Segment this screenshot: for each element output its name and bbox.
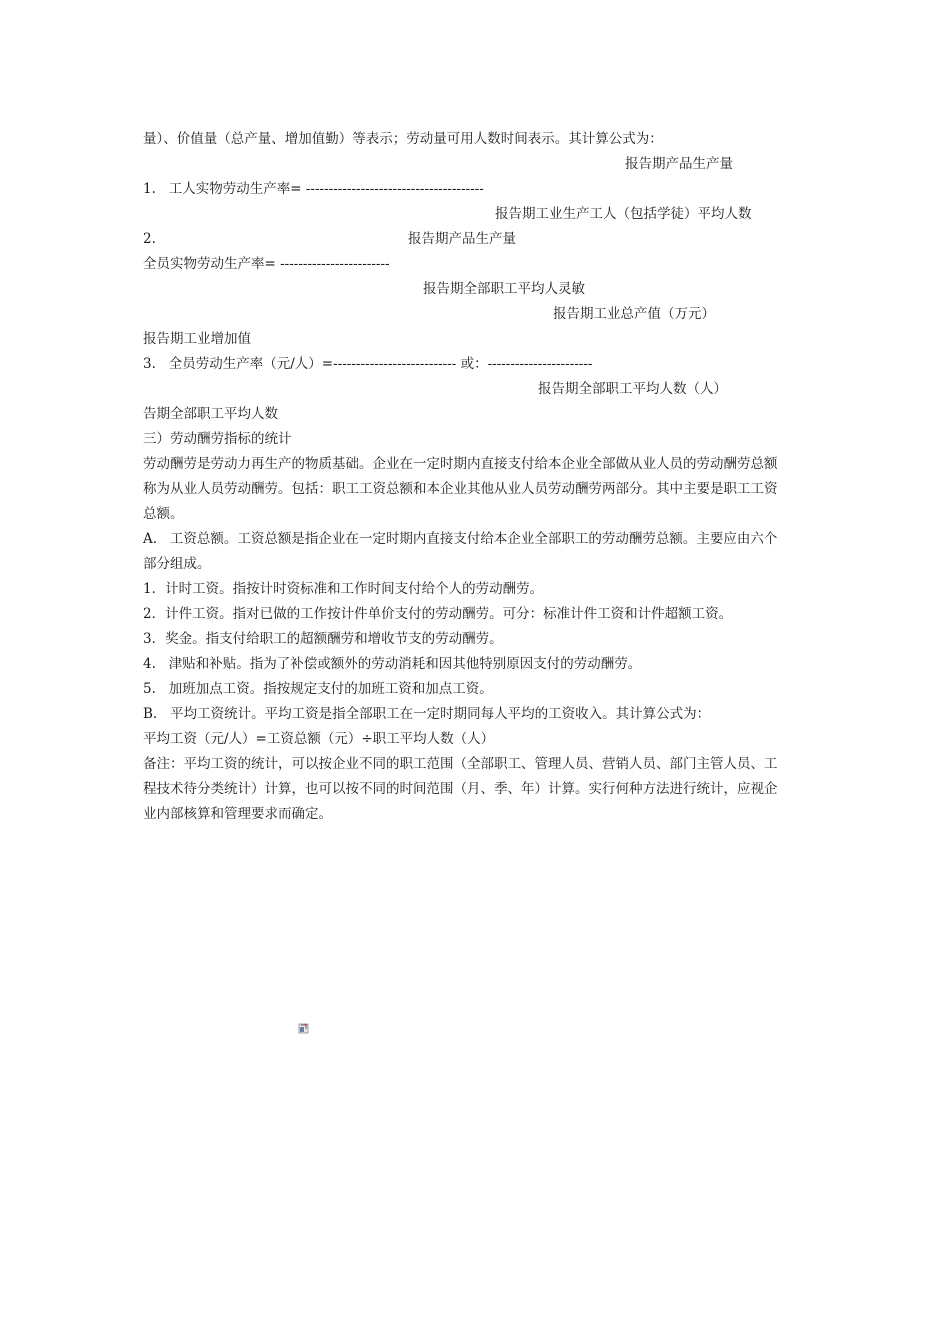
paragraph-line: A. 工资总额。工资总额是指企业在一定时期内直接支付给本企业全部职工的劳动酬劳总额。主要应由六个 bbox=[143, 531, 778, 547]
paragraph-line: 总额。 bbox=[143, 506, 184, 522]
formula-numerator: 报告期工业总产值（万元） bbox=[553, 306, 715, 322]
paragraph-line: B. 平均工资统计。平均工资是指全部职工在一定时期同每人平均的工资收入。其计算公式为： bbox=[143, 706, 711, 722]
formula-number-2: 2. bbox=[143, 231, 156, 247]
paragraph-line: 备注：平均工资的统计，可以按企业不同的职工范围（全部职工、管理人员、营销人员、部门主管人员、工 bbox=[143, 756, 778, 772]
section-heading: 三）劳动酬劳指标的统计 bbox=[143, 431, 292, 447]
paragraph-line: 称为从业人员劳动酬劳。包括：职工工资总额和本企业其他从业人员劳动酬劳两部分。其中主要是职工工资 bbox=[143, 481, 778, 497]
paragraph-line: 劳动酬劳是劳动力再生产的物质基础。企业在一定时期内直接支付给本企业全部做从业人员的劳动酬劳总额 bbox=[143, 456, 778, 472]
formula-denominator: 告期全部职工平均人数 bbox=[143, 406, 278, 422]
formula-denominator: 报告期全部职工平均人灵敏 bbox=[423, 281, 585, 297]
paragraph-line: 程技术待分类统计）计算，也可以按不同的时间范围（月、季、年）计算。实行何种方法进行统计，应视企 bbox=[143, 781, 778, 797]
formula-denominator: 报告期工业生产工人（包括学徒）平均人数 bbox=[495, 206, 752, 222]
formula-line-1: 1. 工人实物劳动生产率= --------------------------------------- bbox=[143, 181, 484, 197]
list-item: 5. 加班加点工资。指按规定支付的加班工资和加点工资。 bbox=[143, 681, 493, 697]
formula-line-2: 全员实物劳动生产率= ------------------------ bbox=[143, 256, 390, 272]
list-item: 3．奖金。指支付给职工的超额酬劳和增收节支的劳动酬劳。 bbox=[143, 631, 503, 647]
formula-numerator: 报告期产品生产量 bbox=[625, 156, 733, 172]
formula-denominator: 报告期全部职工平均人数（人） bbox=[538, 381, 727, 397]
formula-numerator: 报告期产品生产量 bbox=[408, 231, 516, 247]
formula-line-3: 3. 全员劳动生产率（元/人）=--------------------------- 或：----------------------- bbox=[143, 356, 593, 372]
broken-image-icon bbox=[298, 1022, 310, 1034]
paragraph-line: 部分组成。 bbox=[143, 556, 211, 572]
formula-line: 平均工资（元/人）=工资总额（元）÷职工平均人数（人） bbox=[143, 731, 495, 747]
text-line: 量）、价值量（总产量、增加值勤）等表示；劳动量可用人数时间表示。其计算公式为： bbox=[143, 131, 663, 147]
list-item: 2．计件工资。指对已做的工作按计件单价支付的劳动酬劳。可分：标准计件工资和计件超额工资。 bbox=[143, 606, 733, 622]
formula-numerator: 报告期工业增加值 bbox=[143, 331, 251, 347]
paragraph-line: 业内部核算和管理要求而确定。 bbox=[143, 806, 332, 822]
list-item: 1．计时工资。指按计时资标准和工作时间支付给个人的劳动酬劳。 bbox=[143, 581, 544, 597]
list-item: 4. 津贴和补贴。指为了补偿或额外的劳动消耗和因其他特别原因支付的劳动酬劳。 bbox=[143, 656, 642, 672]
